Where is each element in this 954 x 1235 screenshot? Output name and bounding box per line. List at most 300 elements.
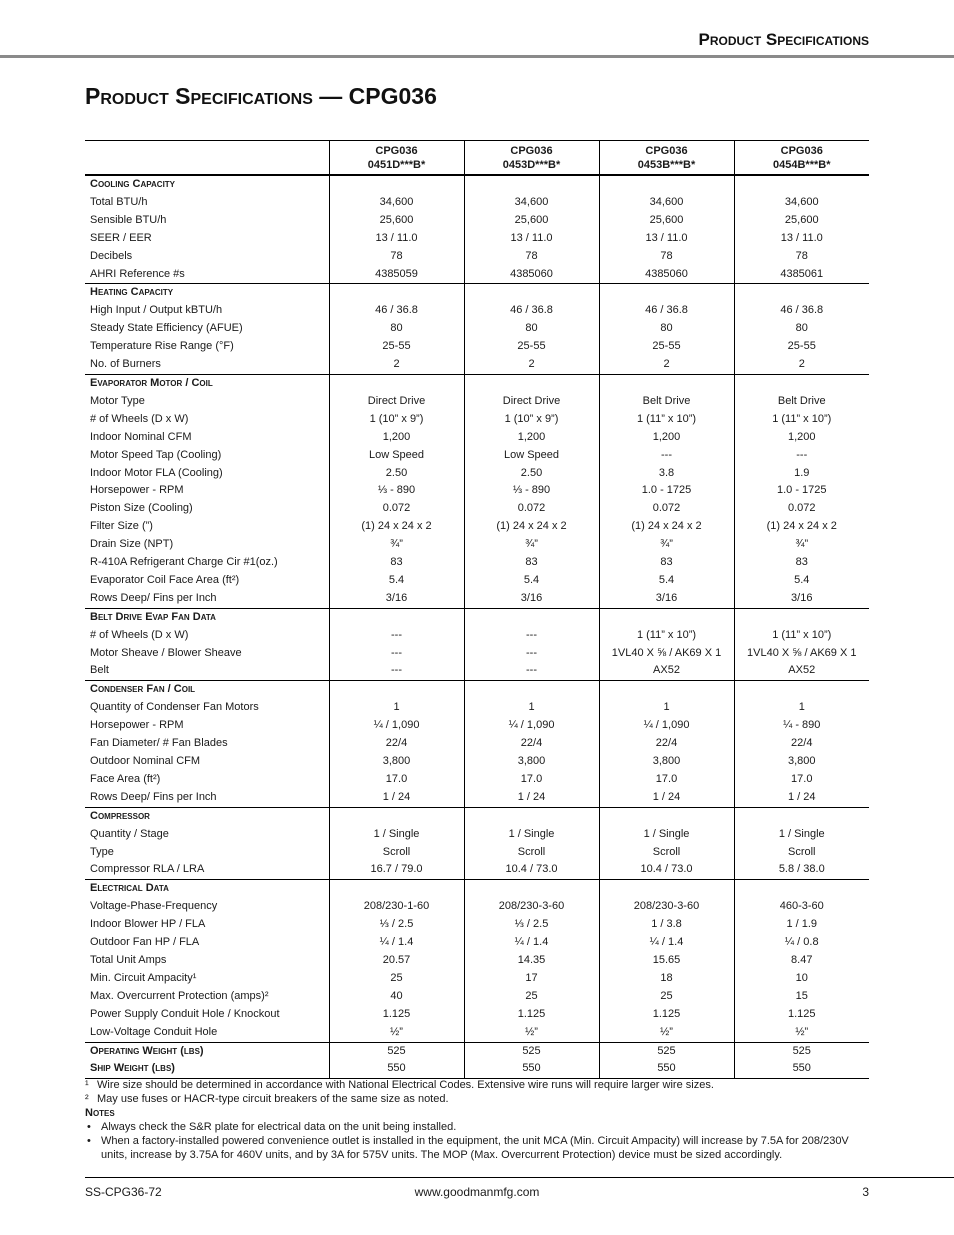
value-cell: 0.072 bbox=[734, 500, 869, 518]
value-cell: 3/16 bbox=[599, 590, 734, 608]
value-cell: 13 / 11.0 bbox=[599, 230, 734, 248]
table-row bbox=[85, 826, 869, 844]
column-header: CPG036 0451D***B* bbox=[329, 141, 464, 176]
value-cell: Direct Drive bbox=[464, 393, 599, 411]
value-cell: 17.0 bbox=[329, 771, 464, 789]
value-cell: 25 bbox=[329, 970, 464, 988]
value-cell: 83 bbox=[464, 554, 599, 572]
value-cell: --- bbox=[599, 447, 734, 465]
row-label: No. of Burners bbox=[90, 358, 161, 371]
value-cell: 25,600 bbox=[599, 212, 734, 230]
row-label: Motor Speed Tap (Cooling) bbox=[90, 448, 222, 461]
value-cell: 0.072 bbox=[329, 500, 464, 518]
empty-cell bbox=[329, 608, 464, 626]
value-cell: 83 bbox=[734, 554, 869, 572]
table-row bbox=[85, 447, 869, 465]
value-cell: 1,200 bbox=[329, 429, 464, 447]
value-cell: 2 bbox=[329, 356, 464, 374]
row-label: Filter Size (”) bbox=[90, 520, 153, 533]
value-cell: 550 bbox=[599, 1060, 734, 1078]
table-row bbox=[85, 393, 869, 411]
row-label: Rows Deep/ Fins per Inch bbox=[90, 591, 217, 604]
value-cell: 83 bbox=[329, 554, 464, 572]
table-row bbox=[85, 627, 869, 645]
value-cell: (1) 24 x 24 x 2 bbox=[734, 518, 869, 536]
value-cell: 525 bbox=[734, 1042, 869, 1060]
value-cell: 1 / 3.8 bbox=[599, 916, 734, 934]
value-cell: ¼ - 890 bbox=[734, 717, 869, 735]
value-cell: 17.0 bbox=[734, 771, 869, 789]
table-row bbox=[85, 338, 869, 356]
value-cell: 83 bbox=[599, 554, 734, 572]
table-row bbox=[85, 500, 869, 518]
table-row bbox=[85, 572, 869, 590]
table-row bbox=[85, 645, 869, 663]
empty-cell bbox=[734, 374, 869, 392]
value-cell: 1VL40 X ⅝ / AK69 X 1 bbox=[599, 645, 734, 663]
table-row bbox=[85, 771, 869, 789]
value-cell: 3,800 bbox=[734, 753, 869, 771]
table-row bbox=[85, 230, 869, 248]
section-title: Cooling Capacity bbox=[85, 175, 329, 194]
table-row bbox=[85, 753, 869, 771]
value-cell: 13 / 11.0 bbox=[464, 230, 599, 248]
value-cell: 1,200 bbox=[464, 429, 599, 447]
value-cell: 25 bbox=[464, 988, 599, 1006]
value-cell: 4385060 bbox=[599, 266, 734, 284]
section-header-row bbox=[85, 880, 869, 898]
weight-row bbox=[85, 1042, 869, 1060]
value-cell: 3,800 bbox=[329, 753, 464, 771]
value-cell: 1,200 bbox=[734, 429, 869, 447]
spec-table bbox=[85, 140, 869, 1079]
table-row bbox=[85, 536, 869, 554]
value-cell: 1 (11” x 10”) bbox=[734, 627, 869, 645]
footer-rule bbox=[85, 1177, 954, 1178]
value-cell: 20.57 bbox=[329, 952, 464, 970]
value-cell: ⅓ / 2.5 bbox=[329, 916, 464, 934]
bullet-icon: • bbox=[87, 1135, 91, 1147]
row-label: Fan Diameter/ # Fan Blades bbox=[90, 737, 228, 750]
value-cell: 1.125 bbox=[599, 1006, 734, 1024]
value-cell: 0.072 bbox=[464, 500, 599, 518]
table-row bbox=[85, 735, 869, 753]
section-title: Belt Drive Evap Fan Data bbox=[85, 608, 329, 626]
value-cell: 1.125 bbox=[464, 1006, 599, 1024]
value-cell: 1VL40 X ⅝ / AK69 X 1 bbox=[734, 645, 869, 663]
row-label: Horsepower - RPM bbox=[90, 719, 184, 732]
empty-cell bbox=[734, 880, 869, 898]
value-cell: AX52 bbox=[734, 662, 869, 680]
row-label: Motor Type bbox=[90, 394, 145, 407]
value-cell: ½” bbox=[599, 1024, 734, 1042]
row-label: Sensible BTU/h bbox=[90, 213, 167, 226]
value-cell: 1,200 bbox=[599, 429, 734, 447]
value-cell: ¼ / 1.4 bbox=[464, 934, 599, 952]
value-cell: 208/230-1-60 bbox=[329, 898, 464, 916]
table-row bbox=[85, 302, 869, 320]
value-cell: 5.4 bbox=[734, 572, 869, 590]
value-cell: 3,800 bbox=[599, 753, 734, 771]
section-title: Evaporator Motor / Coil bbox=[85, 374, 329, 392]
empty-cell bbox=[464, 880, 599, 898]
value-cell: 78 bbox=[734, 248, 869, 266]
row-label: Outdoor Nominal CFM bbox=[90, 755, 201, 767]
value-cell: ¾” bbox=[329, 536, 464, 554]
value-cell: --- bbox=[464, 662, 599, 680]
empty-cell bbox=[329, 374, 464, 392]
value-cell: 4385059 bbox=[329, 266, 464, 284]
section-header-row bbox=[85, 374, 869, 392]
value-cell: 1 / Single bbox=[464, 826, 599, 844]
value-cell: 40 bbox=[329, 988, 464, 1006]
row-label: Max. Overcurrent Protection (amps)² bbox=[90, 989, 269, 1002]
value-cell: ¼ / 1.4 bbox=[599, 934, 734, 952]
value-cell: 1 / Single bbox=[734, 826, 869, 844]
value-cell: ½” bbox=[734, 1024, 869, 1042]
value-cell: 1 / 24 bbox=[734, 789, 869, 807]
value-cell: Direct Drive bbox=[329, 393, 464, 411]
row-label: # of Wheels (D x W) bbox=[90, 412, 189, 425]
value-cell: (1) 24 x 24 x 2 bbox=[464, 518, 599, 536]
empty-cell bbox=[734, 807, 869, 825]
table-row bbox=[85, 429, 869, 447]
value-cell: 1 / Single bbox=[329, 826, 464, 844]
table-row bbox=[85, 590, 869, 608]
section-header-row bbox=[85, 608, 869, 626]
value-cell: 5.4 bbox=[464, 572, 599, 590]
value-cell: Belt Drive bbox=[599, 393, 734, 411]
table-row bbox=[85, 699, 869, 717]
bullet-icon: • bbox=[87, 1121, 91, 1133]
note-item: • Always check the S&R plate for electrical data on the unit being installed. bbox=[87, 1121, 457, 1133]
value-cell: 1 bbox=[734, 699, 869, 717]
value-cell: 25,600 bbox=[329, 212, 464, 230]
weight-row bbox=[85, 1060, 869, 1078]
row-label: Type bbox=[90, 845, 114, 858]
row-label: Motor Sheave / Blower Sheave bbox=[90, 646, 242, 659]
value-cell: 550 bbox=[464, 1060, 599, 1078]
value-cell: 34,600 bbox=[329, 194, 464, 212]
table-row bbox=[85, 356, 869, 374]
row-label: Temperature Rise Range (°F) bbox=[90, 340, 234, 353]
value-cell: 2.50 bbox=[329, 465, 464, 483]
row-label: Face Area (ft²) bbox=[90, 772, 161, 785]
notes-heading: Notes bbox=[85, 1107, 115, 1119]
value-cell: ¼ / 1,090 bbox=[464, 717, 599, 735]
section-title: Compressor bbox=[85, 807, 329, 825]
value-cell: 1 (11” x 10”) bbox=[734, 411, 869, 429]
value-cell: Low Speed bbox=[329, 447, 464, 465]
value-cell: 34,600 bbox=[734, 194, 869, 212]
value-cell: ¾” bbox=[464, 536, 599, 554]
value-cell: 5.4 bbox=[329, 572, 464, 590]
row-label: Drain Size (NPT) bbox=[90, 538, 174, 551]
value-cell: 3,800 bbox=[464, 753, 599, 771]
value-cell: 550 bbox=[734, 1060, 869, 1078]
value-cell: 3/16 bbox=[464, 590, 599, 608]
value-cell: 10.4 / 73.0 bbox=[599, 861, 734, 879]
empty-cell bbox=[599, 374, 734, 392]
value-cell: 10 bbox=[734, 970, 869, 988]
value-cell: --- bbox=[464, 645, 599, 663]
value-cell: 3.8 bbox=[599, 465, 734, 483]
value-cell: 15 bbox=[734, 988, 869, 1006]
table-row bbox=[85, 898, 869, 916]
value-cell: 46 / 36.8 bbox=[599, 302, 734, 320]
value-cell: 3/16 bbox=[734, 590, 869, 608]
row-label: Belt bbox=[90, 664, 109, 677]
value-cell: 1 (10” x 9”) bbox=[464, 411, 599, 429]
table-header-row bbox=[85, 141, 869, 176]
value-cell: 25,600 bbox=[464, 212, 599, 230]
value-cell: 34,600 bbox=[599, 194, 734, 212]
empty-cell bbox=[464, 608, 599, 626]
table-row bbox=[85, 554, 869, 572]
column-header: CPG036 0453D***B* bbox=[464, 141, 599, 176]
empty-cell bbox=[599, 880, 734, 898]
value-cell: 25-55 bbox=[464, 338, 599, 356]
value-cell: ⅓ - 890 bbox=[329, 482, 464, 500]
row-label: Decibels bbox=[90, 249, 133, 262]
table-row bbox=[85, 934, 869, 952]
section-header-row bbox=[85, 284, 869, 302]
value-cell: 2 bbox=[734, 356, 869, 374]
row-label: Indoor Motor FLA (Cooling) bbox=[90, 466, 223, 479]
value-cell: 25-55 bbox=[329, 338, 464, 356]
empty-cell bbox=[329, 681, 464, 699]
value-cell: ¼ / 0.8 bbox=[734, 934, 869, 952]
row-label: Low-Voltage Conduit Hole bbox=[90, 1025, 218, 1038]
value-cell: 2 bbox=[464, 356, 599, 374]
empty-cell bbox=[599, 807, 734, 825]
value-cell: 0.072 bbox=[599, 500, 734, 518]
value-cell: 5.4 bbox=[599, 572, 734, 590]
value-cell: 525 bbox=[329, 1042, 464, 1060]
section-title: Electrical Data bbox=[85, 880, 329, 898]
row-label: Steady State Efficiency (AFUE) bbox=[90, 322, 243, 335]
value-cell: 25 bbox=[599, 988, 734, 1006]
value-cell: 25,600 bbox=[734, 212, 869, 230]
value-cell: 3/16 bbox=[329, 590, 464, 608]
value-cell: 460-3-60 bbox=[734, 898, 869, 916]
value-cell: 1 (11” x 10”) bbox=[599, 411, 734, 429]
value-cell: 1 / 1.9 bbox=[734, 916, 869, 934]
table-row bbox=[85, 518, 869, 536]
row-label: Min. Circuit Ampacity¹ bbox=[90, 971, 197, 984]
row-label: Operating Weight (lbs) bbox=[85, 1042, 329, 1060]
value-cell: 22/4 bbox=[599, 735, 734, 753]
table-row bbox=[85, 465, 869, 483]
table-row bbox=[85, 411, 869, 429]
value-cell: 1.9 bbox=[734, 465, 869, 483]
value-cell: 550 bbox=[329, 1060, 464, 1078]
empty-cell bbox=[329, 807, 464, 825]
row-label: Quantity / Stage bbox=[90, 827, 169, 840]
value-cell: --- bbox=[329, 645, 464, 663]
value-cell: --- bbox=[329, 627, 464, 645]
empty-cell bbox=[599, 681, 734, 699]
row-label: AHRI Reference #s bbox=[90, 267, 185, 280]
empty-cell bbox=[599, 608, 734, 626]
value-cell: 2 bbox=[599, 356, 734, 374]
value-cell: 1.0 - 1725 bbox=[734, 482, 869, 500]
value-cell: ⅓ / 2.5 bbox=[464, 916, 599, 934]
value-cell: Scroll bbox=[734, 844, 869, 862]
document-code: SS-CPG36-72 bbox=[85, 1185, 162, 1199]
value-cell: ¾” bbox=[599, 536, 734, 554]
row-label: Power Supply Conduit Hole / Knockout bbox=[90, 1007, 280, 1020]
value-cell: --- bbox=[329, 662, 464, 680]
table-row bbox=[85, 844, 869, 862]
row-label: Ship Weight (lbs) bbox=[85, 1060, 329, 1078]
empty-cell bbox=[464, 374, 599, 392]
value-cell: 46 / 36.8 bbox=[464, 302, 599, 320]
value-cell: Scroll bbox=[464, 844, 599, 862]
value-cell: 525 bbox=[599, 1042, 734, 1060]
value-cell: Scroll bbox=[599, 844, 734, 862]
footnote: ² May use fuses or HACR-type circuit breakers of the same size as noted. bbox=[85, 1093, 449, 1105]
value-cell: 2.50 bbox=[464, 465, 599, 483]
value-cell: (1) 24 x 24 x 2 bbox=[329, 518, 464, 536]
value-cell: 17.0 bbox=[599, 771, 734, 789]
empty-cell bbox=[734, 608, 869, 626]
column-header: CPG036 0453B***B* bbox=[599, 141, 734, 176]
value-cell: 1.125 bbox=[734, 1006, 869, 1024]
section-title: Heating Capacity bbox=[85, 284, 329, 302]
table-row bbox=[85, 952, 869, 970]
value-cell: 22/4 bbox=[464, 735, 599, 753]
value-cell: ¼ / 1,090 bbox=[329, 717, 464, 735]
value-cell: ¼ / 1.4 bbox=[329, 934, 464, 952]
empty-cell bbox=[329, 284, 464, 302]
footnote: ¹ Wire size should be determined in accordance with National Electrical Codes. Extensive wire runs will require larger wire sizes. bbox=[85, 1079, 714, 1091]
value-cell: 13 / 11.0 bbox=[329, 230, 464, 248]
value-cell: 1 / Single bbox=[599, 826, 734, 844]
empty-cell bbox=[599, 175, 734, 194]
table-row bbox=[85, 1024, 869, 1042]
section-header-row bbox=[85, 681, 869, 699]
empty-cell bbox=[329, 175, 464, 194]
empty-cell bbox=[464, 807, 599, 825]
value-cell: 18 bbox=[599, 970, 734, 988]
page-title: Product Specifications — CPG036 bbox=[85, 83, 437, 109]
section-header-row bbox=[85, 807, 869, 825]
empty-cell bbox=[464, 284, 599, 302]
table-row bbox=[85, 212, 869, 230]
row-label: Horsepower - RPM bbox=[90, 484, 184, 497]
value-cell: 1 (11” x 10”) bbox=[599, 627, 734, 645]
row-label: SEER / EER bbox=[90, 231, 152, 244]
value-cell: --- bbox=[734, 447, 869, 465]
value-cell: 1 bbox=[599, 699, 734, 717]
value-cell: 525 bbox=[464, 1042, 599, 1060]
value-cell: 22/4 bbox=[734, 735, 869, 753]
section-title: Condenser Fan / Coil bbox=[85, 681, 329, 699]
table-row bbox=[85, 662, 869, 680]
table-row bbox=[85, 916, 869, 934]
empty-cell bbox=[329, 880, 464, 898]
row-label: Piston Size (Cooling) bbox=[90, 502, 193, 515]
value-cell: 1 / 24 bbox=[599, 789, 734, 807]
value-cell: --- bbox=[464, 627, 599, 645]
value-cell: AX52 bbox=[599, 662, 734, 680]
row-label: Compressor RLA / LRA bbox=[90, 863, 205, 876]
value-cell: 80 bbox=[329, 320, 464, 338]
row-label: R-410A Refrigerant Charge Cir #1(oz.) bbox=[90, 556, 278, 569]
row-label: Quantity of Condenser Fan Motors bbox=[90, 701, 259, 714]
header-blank-cell bbox=[85, 141, 329, 176]
value-cell: 4385060 bbox=[464, 266, 599, 284]
value-cell: 208/230-3-60 bbox=[599, 898, 734, 916]
value-cell: ½” bbox=[464, 1024, 599, 1042]
value-cell: 15.65 bbox=[599, 952, 734, 970]
value-cell: 80 bbox=[464, 320, 599, 338]
value-cell: 8.47 bbox=[734, 952, 869, 970]
value-cell: 22/4 bbox=[329, 735, 464, 753]
value-cell: 16.7 / 79.0 bbox=[329, 861, 464, 879]
table-row bbox=[85, 194, 869, 212]
empty-cell bbox=[464, 175, 599, 194]
row-label: Indoor Blower HP / FLA bbox=[90, 918, 206, 931]
website-link[interactable]: www.goodmanmfg.com bbox=[414, 1185, 540, 1199]
value-cell: 46 / 36.8 bbox=[734, 302, 869, 320]
column-header: CPG036 0454B***B* bbox=[734, 141, 869, 176]
value-cell: ¾” bbox=[734, 536, 869, 554]
value-cell: 46 / 36.8 bbox=[329, 302, 464, 320]
value-cell: 14.35 bbox=[464, 952, 599, 970]
row-label: Outdoor Fan HP / FLA bbox=[90, 936, 200, 949]
value-cell: 1 / 24 bbox=[464, 789, 599, 807]
value-cell: 1 bbox=[464, 699, 599, 717]
value-cell: Scroll bbox=[329, 844, 464, 862]
value-cell: 80 bbox=[599, 320, 734, 338]
table-row bbox=[85, 248, 869, 266]
table-row bbox=[85, 717, 869, 735]
value-cell: 1.0 - 1725 bbox=[599, 482, 734, 500]
empty-cell bbox=[734, 175, 869, 194]
note-item: • When a factory-installed powered convenience outlet is installed in the equipment, the unit MCA (Min. Circuit Ampacity) will increase by 7.5A for 208/230V units, increase by 3.75A for 460V units, and by 3A for 575V units. The MOP (Max. Overcurrent Protection) device must be sized accordingly. bbox=[87, 1135, 849, 1161]
table-row bbox=[85, 1006, 869, 1024]
value-cell: ⅓ - 890 bbox=[464, 482, 599, 500]
value-cell: ¼ / 1,090 bbox=[599, 717, 734, 735]
value-cell: 4385061 bbox=[734, 266, 869, 284]
table-row bbox=[85, 266, 869, 284]
empty-cell bbox=[599, 284, 734, 302]
table-row bbox=[85, 988, 869, 1006]
row-label: High Input / Output kBTU/h bbox=[90, 304, 223, 317]
empty-cell bbox=[734, 681, 869, 699]
value-cell: 78 bbox=[329, 248, 464, 266]
row-label: # of Wheels (D x W) bbox=[90, 628, 189, 641]
value-cell: 5.8 / 38.0 bbox=[734, 861, 869, 879]
empty-cell bbox=[464, 681, 599, 699]
table-row bbox=[85, 482, 869, 500]
header-title: Product Specifications bbox=[698, 30, 869, 49]
header-rule bbox=[0, 55, 954, 58]
value-cell: 25-55 bbox=[599, 338, 734, 356]
value-cell: 13 / 11.0 bbox=[734, 230, 869, 248]
value-cell: 208/230-3-60 bbox=[464, 898, 599, 916]
row-label: Indoor Nominal CFM bbox=[90, 430, 192, 443]
value-cell: (1) 24 x 24 x 2 bbox=[599, 518, 734, 536]
row-label: Rows Deep/ Fins per Inch bbox=[90, 790, 217, 803]
value-cell: 1 (10” x 9”) bbox=[329, 411, 464, 429]
value-cell: 80 bbox=[734, 320, 869, 338]
row-label: Total BTU/h bbox=[90, 195, 148, 208]
value-cell: 34,600 bbox=[464, 194, 599, 212]
spec-table-body bbox=[85, 175, 869, 1079]
